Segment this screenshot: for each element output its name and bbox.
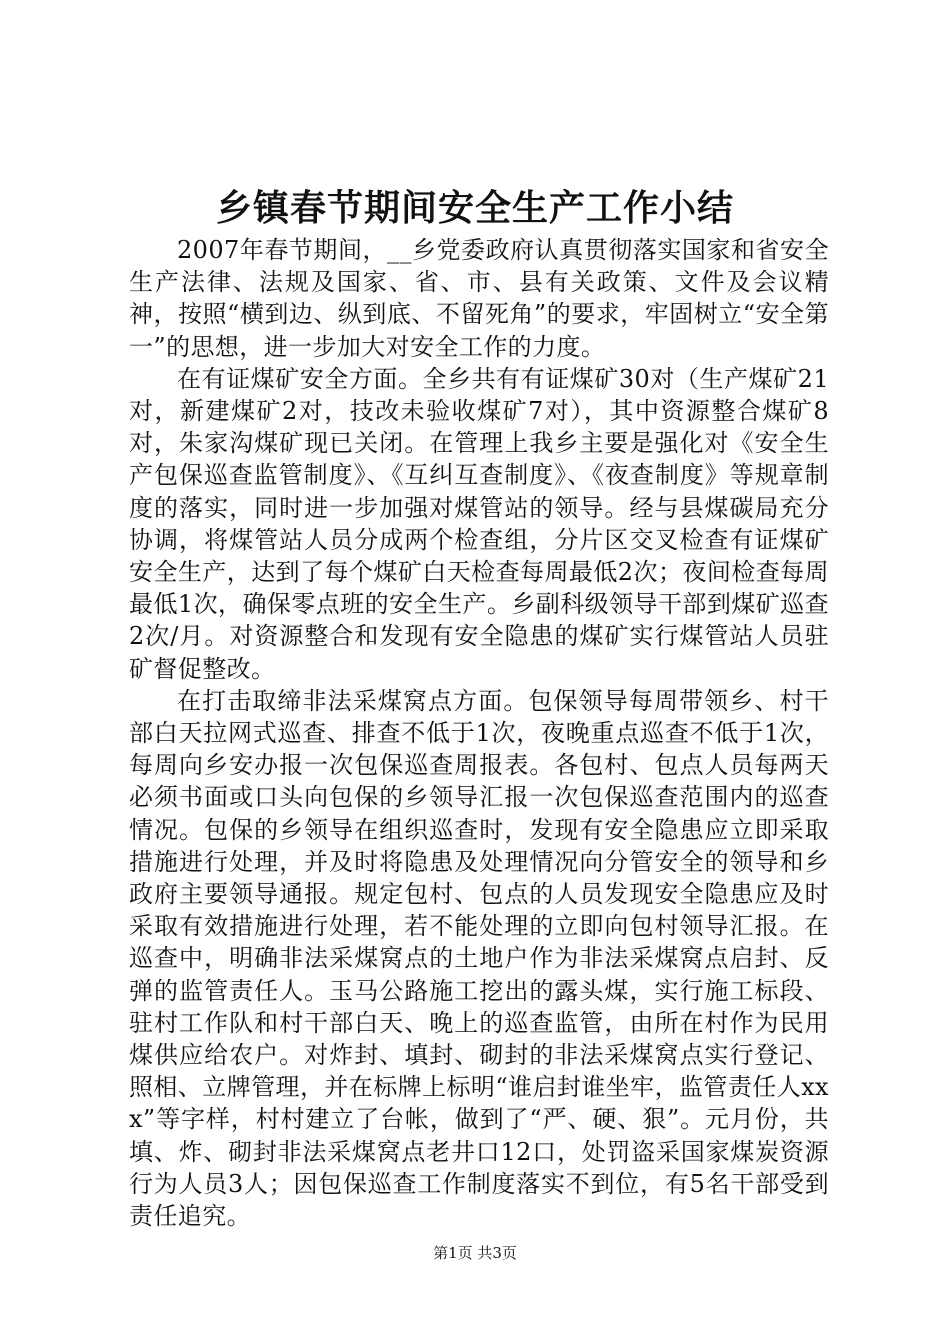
page-footer: 第1页 共3页 — [433, 1244, 517, 1262]
paragraph-intro: 2007年春节期间，__乡党委政府认真贯彻落实国家和省安全生产法律、法规及国家、省、市、县有关政策、文件及会议精神，按照“横到边、纵到底、不留死角”的要求，牢固树立“安全第一”的思想，进一步加大对安全工作的力度。 — [129, 236, 829, 361]
document-title: 乡镇春节期间安全生产工作小结 — [215, 187, 734, 229]
paragraph-illegal-mining-crackdown: 在打击取缔非法采煤窝点方面。包保领导每周带领乡、村干部白天拉网式巡查、排查不低于1次，夜晚重点巡查不低于1次，每周向乡安办报一次包保巡查周报表。各包村、包点人员每两天必须书面或口头向包保的乡领导汇报一次包保巡查范围内的巡查情况。包保的乡领导在组织巡查时，发现有安全隐患应立即采取措施进行处理，并及时将隐患及处理情况向分管安全的领导和乡政府主要领导通报。规定包村、包点的人员发现安全隐患应及时采取有效措施进行处理，若不能处理的立即向包村领导汇报。在巡查中，明确非法采煤窝点的土地户作为非法采煤窝点启封、反弹的监管责任人。玉马公路施工挖出的露头煤，实行施工标段、驻村工作队和村干部白天、晚上的巡查监管，由所在村作为民用煤供应给农户。对炸封、填封、砌封的非法采煤窝点实行登记、照相、立牌管理，并在标牌上标明“谁启封谁坐牢，监管责任人xxx”等字样，村村建立了台帐，做到了“严、硬、狠”。元月份，共填、炸、砌封非法采煤窝点老井口12口，处罚盗采国家煤炭资源行为人员3人；因包保巡查工作制度落实不到位，有5名干部受到责任追究。 — [129, 686, 829, 1231]
paragraph-coal-mine-safety: 在有证煤矿安全方面。全乡共有有证煤矿30对（生产煤矿21对，新建煤矿2对，技改未验收煤矿7对），其中资源整合煤矿8对，朱家沟煤矿现已关闭。在管理上我乡主要是强化对《安全生产包保巡查监管制度》、《互纠互查制度》、《夜查制度》等规章制度的落实，同时进一步加强对煤管站的领导。经与县煤碳局充分协调，将煤管站人员分成两个检查组，分片区交叉检查有证煤矿安全生产，达到了每个煤矿白天检查每周最低2次；夜间检查每周最低1次，确保零点班的安全生产。乡副科级领导干部到煤矿巡查2次/月。对资源整合和发现有安全隐患的煤矿实行煤管站人员驻矿督促整改。 — [129, 364, 829, 683]
document-body — [129, 234, 829, 1232]
